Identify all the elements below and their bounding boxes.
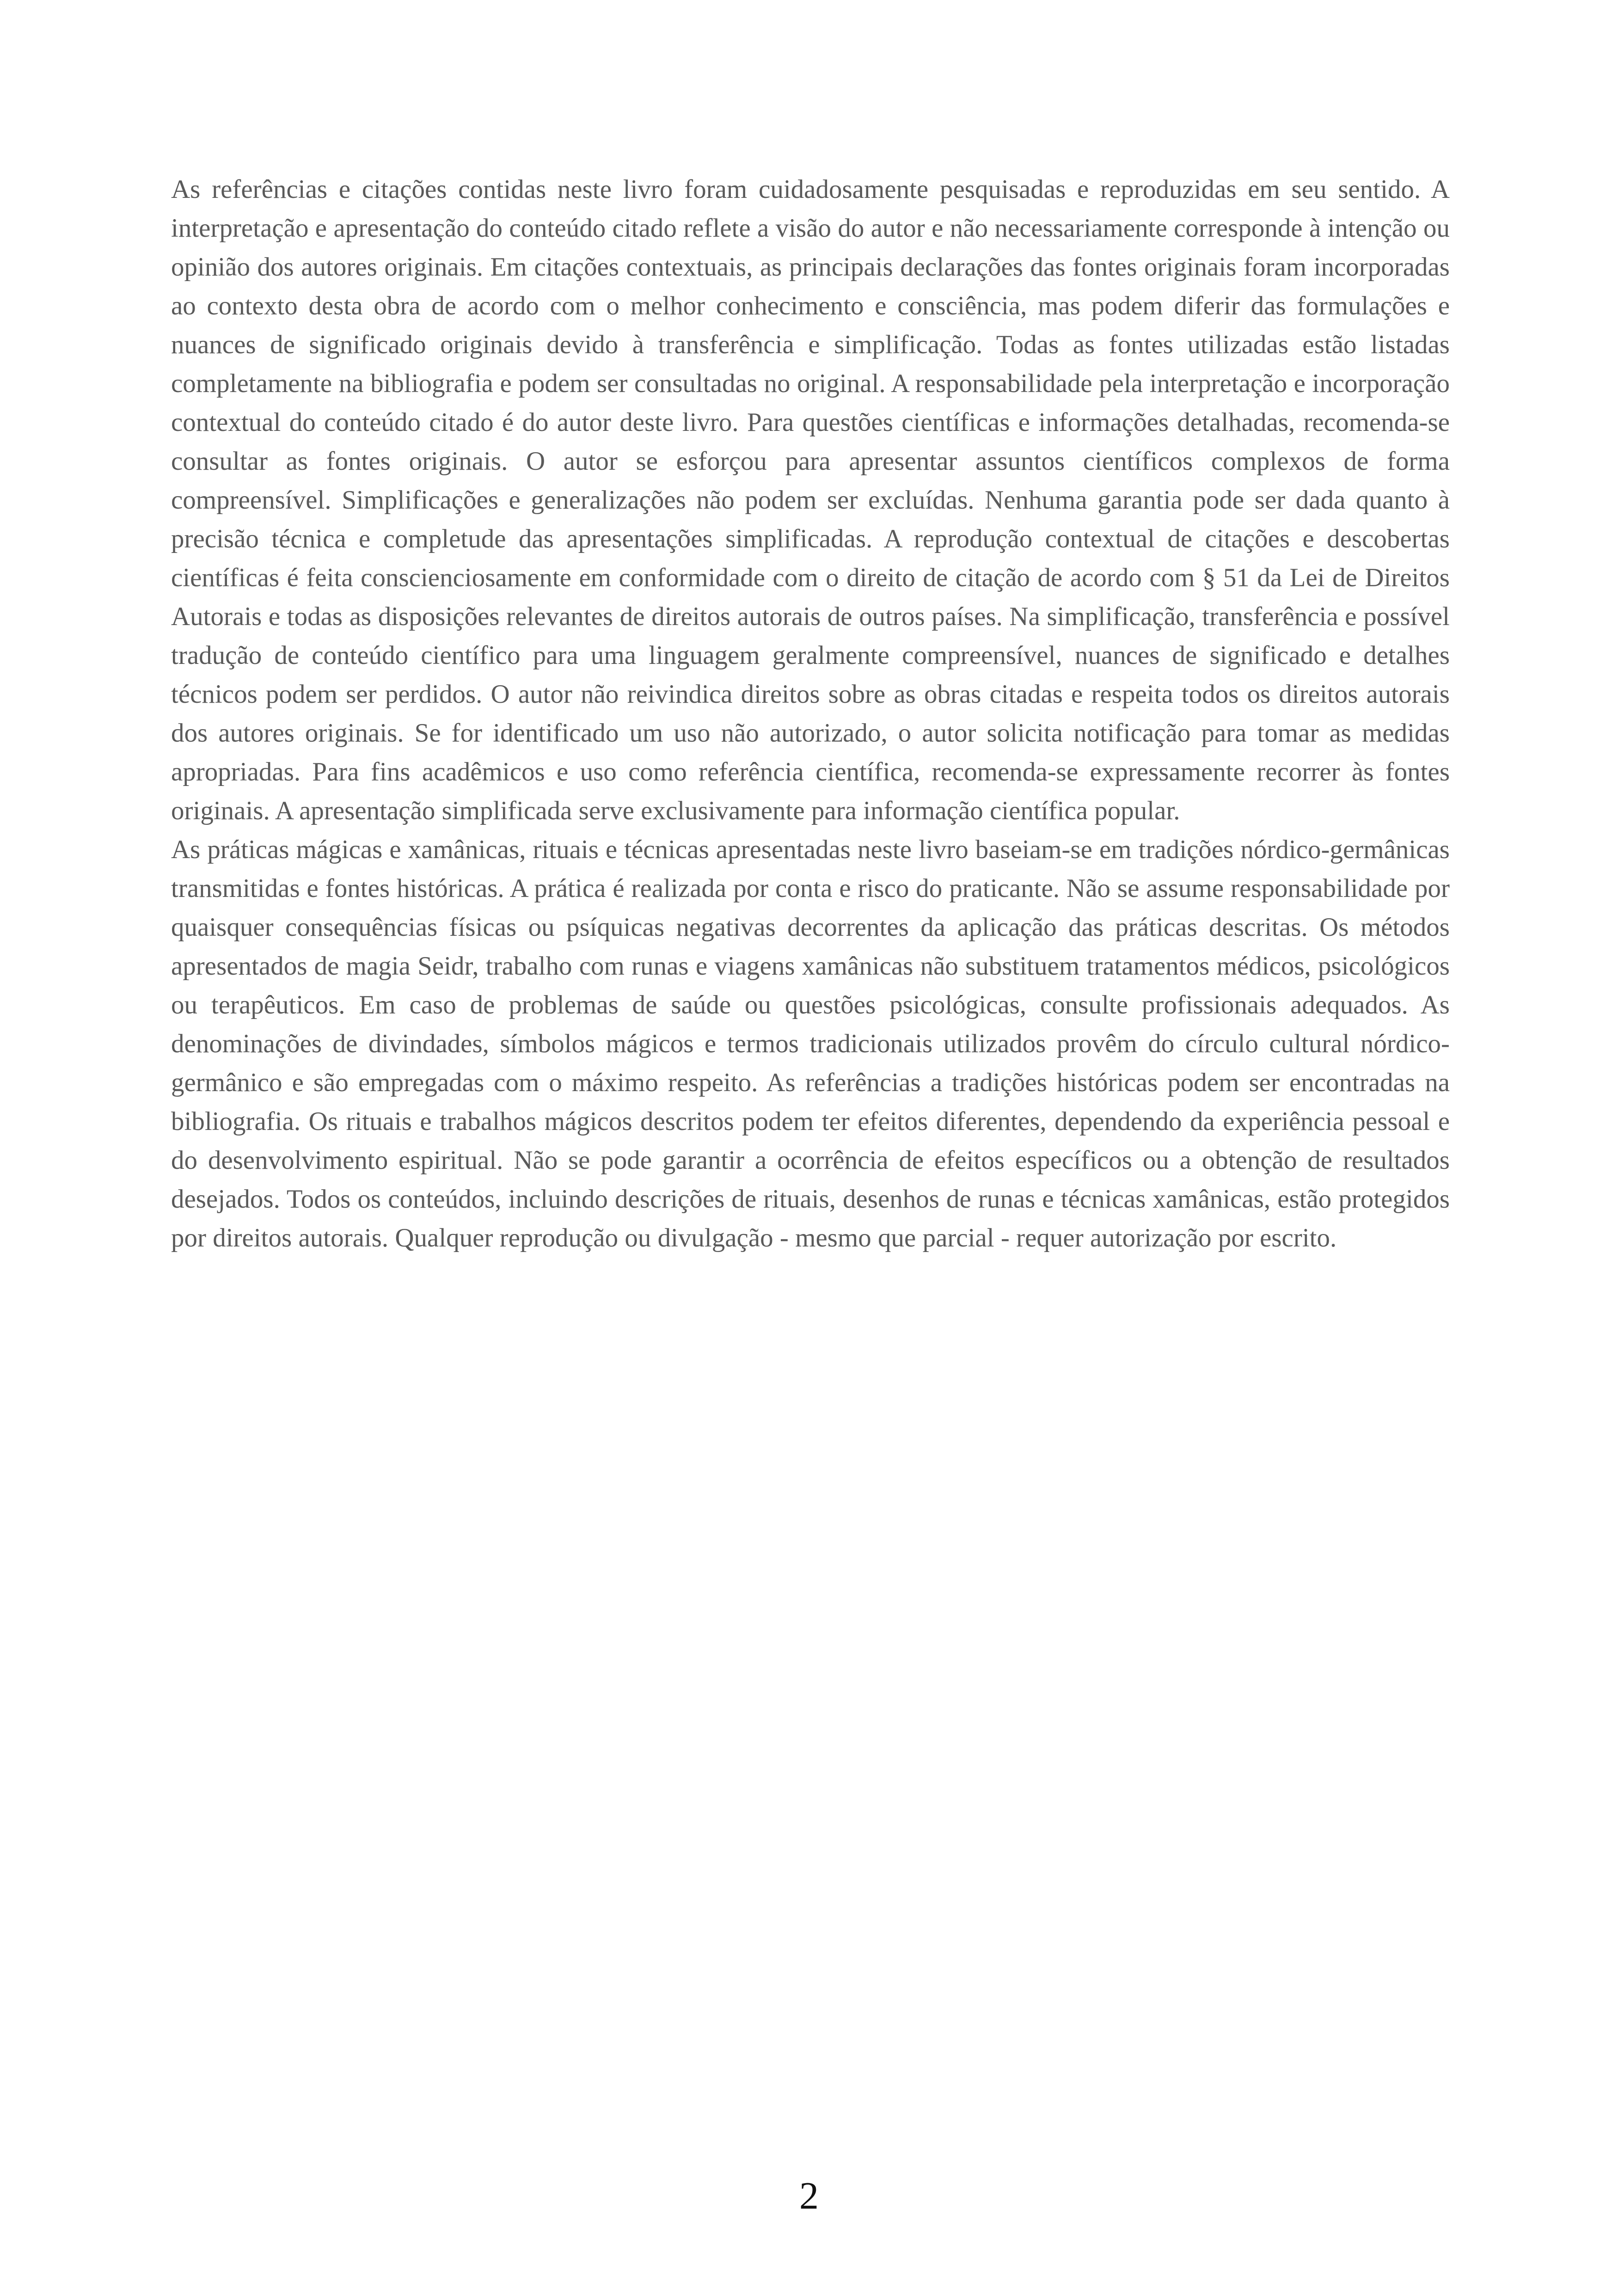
paragraph-references-disclaimer: As referências e citações contidas neste livro foram cuidadosamente pesquisadas e reproduzidas em seu sentido. A interpretação e apresentação do conteúdo citado reflete a visão do autor e não necessariamente corresponde à intenção ou opinião dos autores originais. Em citações contextuais, as principais declarações das fontes originais foram incorporadas ao contexto desta obra de acordo com o melhor conhecimento e consciência, mas podem diferir das formulações e nuances de significado originais devido à transferência e simplificação. Todas as fontes utilizadas estão listadas completamente na bibliografia e podem ser consultadas no original. A responsabilidade pela interpretação e incorporação contextual do conteúdo citado é do autor deste livro. Para questões científicas e informações detalhadas, recomenda-se consultar as fontes originais. O autor se esforçou para apresentar assuntos científicos complexos de forma compreensível. Simplificações e generalizações não podem ser excluídas. Nenhuma garantia pode ser dada quanto à precisão técnica e completude das apresentações simplificadas. A reprodução contextual de citações e descobertas científicas é feita conscienciosamente em conformidade com o direito de citação de acordo com § 51 da Lei de Direitos Autorais e todas as disposições relevantes de direitos autorais de outros países. Na simplificação, transferência e possível tradução de conteúdo científico para uma linguagem geralmente compreensível, nuances de significado e detalhes técnicos podem ser perdidos. O autor não reivindica direitos sobre as obras citadas e respeita todos os direitos autorais dos autores originais. Se for identificado um uso não autorizado, o autor solicita notificação para tomar as medidas apropriadas. Para fins acadêmicos e uso como referência científica, recomenda-se expressamente recorrer às fontes originais. A apresentação simplificada serve exclusivamente para informação científica popular. <box>171 175 1450 825</box>
page-number: 2 <box>799 2174 819 2217</box>
body-text <box>171 170 1450 1258</box>
paragraph-practices-disclaimer: As práticas mágicas e xamânicas, rituais e técnicas apresentadas neste livro baseiam-se em tradições nórdico-germânicas transmitidas e fontes históricas. A prática é realizada por conta e risco do praticante. Não se assume responsabilidade por quaisquer consequências físicas ou psíquicas negativas decorrentes da aplicação das práticas descritas. Os métodos apresentados de magia Seidr, trabalho com runas e viagens xamânicas não substituem tratamentos médicos, psicológicos ou terapêuticos. Em caso de problemas de saúde ou questões psicológicas, consulte profissionais adequados. As denominações de divindades, símbolos mágicos e termos tradicionais utilizados provêm do círculo cultural nórdico-germânico e são empregadas com o máximo respeito. As referências a tradições históricas podem ser encontradas na bibliografia. Os rituais e trabalhos mágicos descritos podem ter efeitos diferentes, dependendo da experiência pessoal e do desenvolvimento espiritual. Não se pode garantir a ocorrência de efeitos específicos ou a obtenção de resultados desejados. Todos os conteúdos, incluindo descrições de rituais, desenhos de runas e técnicas xamânicas, estão protegidos por direitos autorais. Qualquer reprodução ou divulgação - mesmo que parcial - requer autorização por escrito. <box>171 835 1450 1252</box>
